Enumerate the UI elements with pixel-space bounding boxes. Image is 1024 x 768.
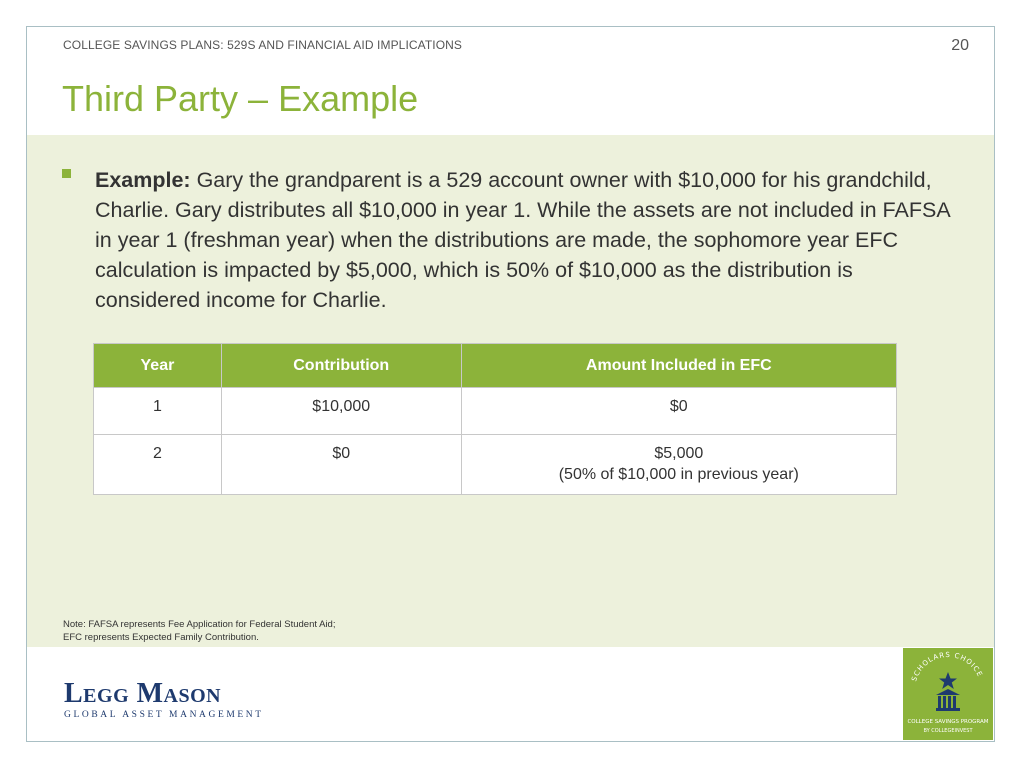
- bullet-paragraph: [95, 165, 962, 315]
- header-year: Year: [94, 344, 222, 388]
- badge-line-2: BY COLLEGEINVEST: [923, 728, 973, 734]
- footnote-line-2: EFC represents Expected Family Contribution.: [63, 632, 259, 643]
- slide-title: Third Party – Example: [62, 78, 419, 119]
- cell-amount: [461, 435, 896, 495]
- efc-table: [93, 343, 897, 495]
- section-label: COLLEGE SAVINGS PLANS: 529S AND FINANCIAL AID IMPLICATIONS: [63, 38, 463, 52]
- footnote: [63, 618, 336, 644]
- table-row: [94, 435, 897, 495]
- logo-tagline: GLOBAL ASSET MANAGEMENT: [64, 710, 264, 720]
- header-contribution: Contribution: [221, 344, 461, 388]
- logo-name: Legg Mason: [64, 678, 222, 709]
- square-bullet-icon: [62, 169, 71, 178]
- example-bullet: [62, 165, 962, 315]
- cell-contribution: $0: [221, 435, 461, 495]
- cell-amount: $0: [461, 388, 896, 435]
- scholars-choice-emblem-icon: [903, 648, 993, 718]
- badge-arc-text: SCHOLARS CHOICE: [910, 650, 985, 683]
- header-amount: Amount Included in EFC: [461, 344, 896, 388]
- page-number: 20: [951, 37, 969, 54]
- bullet-body: Gary the grandparent is a 529 account owner with $10,000 for his grandchild, Charlie. Gary distributes all $10,000 in year 1. While the assets are not included in FAFSA in year 1 (freshman year) when the distributions are made, the sophomore year EFC calculation is impacted by $5,000, which is 50% of $10,000 as the distribution is considered income for Charlie.: [95, 168, 950, 312]
- table-row: [94, 388, 897, 435]
- cell-year: 1: [94, 388, 222, 435]
- cell-year: 2: [94, 435, 222, 495]
- cell-contribution: $10,000: [221, 388, 461, 435]
- badge-line-1: COLLEGE SAVINGS PROGRAM: [907, 719, 989, 725]
- legg-mason-logo: [64, 678, 264, 720]
- bullet-lead: Example:: [95, 168, 191, 192]
- table-header-row: [94, 344, 897, 388]
- scholars-choice-badge: [903, 648, 993, 740]
- cell-amount-value: $5,000: [654, 445, 704, 462]
- footnote-line-1: Note: FAFSA represents Fee Application for Federal Student Aid;: [63, 619, 336, 630]
- cell-amount-note: (50% of $10,000 in previous year): [558, 466, 799, 483]
